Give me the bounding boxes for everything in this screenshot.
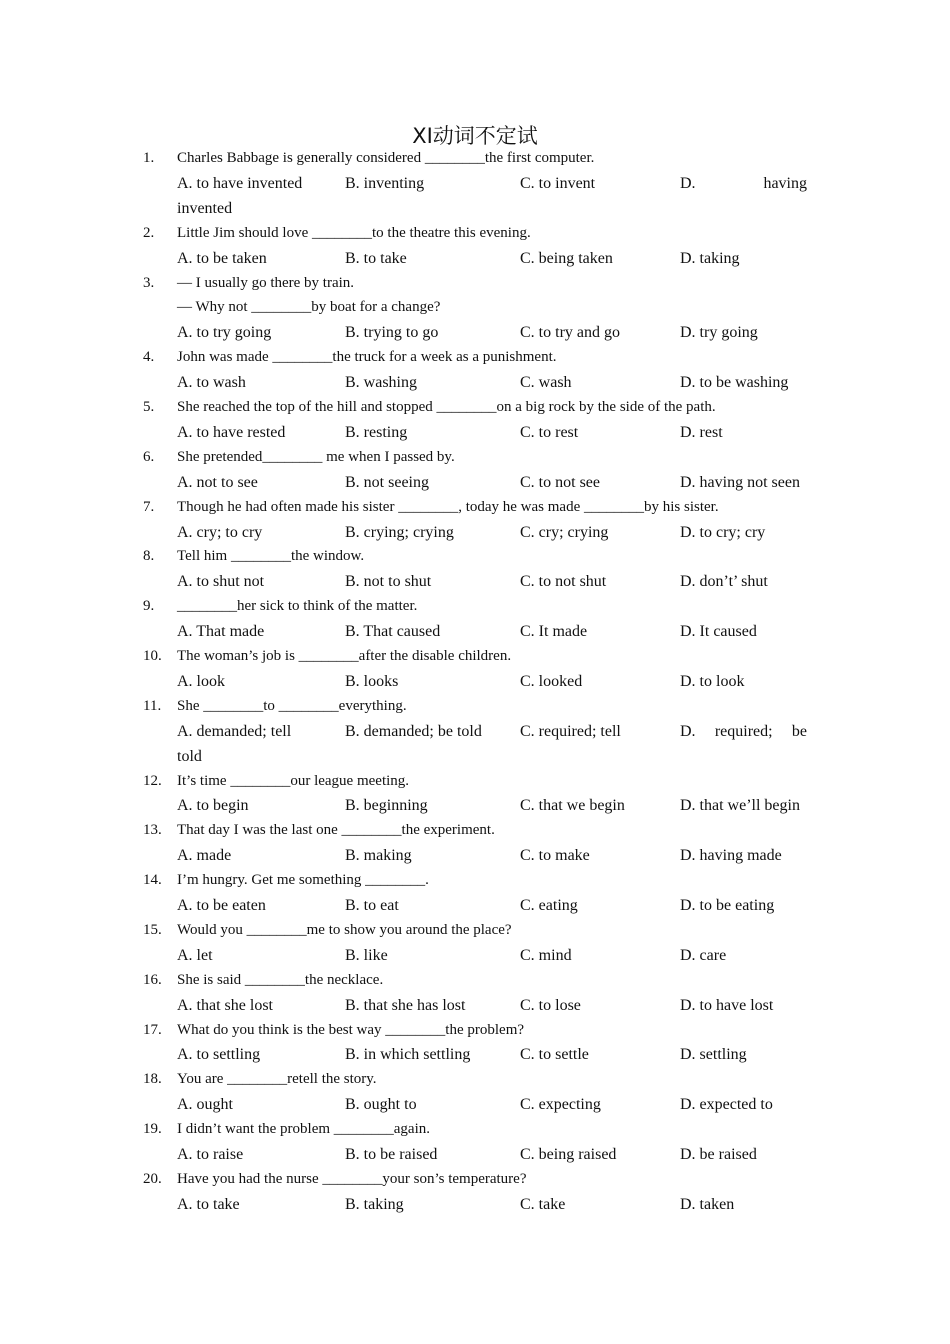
question-number: 5.: [143, 399, 155, 415]
option-c[interactable]: C. to rest: [520, 423, 579, 441]
option-b[interactable]: B. That caused: [345, 623, 441, 641]
question-stem-row: [0, 1022, 950, 1047]
option-word: be: [791, 722, 807, 740]
question-number: 1.: [143, 150, 155, 166]
question-stem-row: [0, 275, 950, 300]
question-number: 11.: [143, 697, 162, 714]
option-a[interactable]: A. cry; to cry: [177, 523, 263, 541]
option-c[interactable]: C. expecting: [520, 1096, 601, 1114]
question-stem-row: [0, 648, 950, 673]
option-c[interactable]: C. to not shut: [520, 573, 607, 591]
option-a[interactable]: A. to take: [177, 1195, 240, 1213]
question-stem: She ________to ________everything.: [177, 697, 407, 714]
option-a[interactable]: A. to have rested: [177, 423, 286, 441]
option-b[interactable]: B. beginning: [345, 797, 428, 815]
options-row: [0, 897, 950, 922]
option-c[interactable]: C. being taken: [520, 249, 613, 267]
option-c[interactable]: C. to invent: [520, 174, 596, 192]
question-stem-row: [0, 349, 950, 374]
option-d[interactable]: D. to cry; cry: [680, 523, 766, 541]
option-b[interactable]: B. that she has lost: [345, 996, 466, 1014]
question-stem-row: [0, 972, 950, 997]
option-a[interactable]: A. to have invented: [177, 174, 303, 192]
option-b[interactable]: B. taking: [345, 1195, 404, 1213]
option-d[interactable]: D. try going: [680, 324, 758, 342]
option-d[interactable]: D. be raised: [680, 1146, 757, 1163]
options-row: [0, 424, 950, 449]
option-d[interactable]: D. to be eating: [680, 897, 775, 914]
question-stem-continued: — Why not ________by boat for a change?: [177, 299, 441, 316]
option-c[interactable]: C. It made: [520, 623, 588, 641]
question-number: 3.: [143, 274, 155, 291]
question-stem: John was made ________the truck for a week as a punishment.: [177, 349, 557, 366]
option-d[interactable]: D. that we’ll begin: [680, 797, 800, 815]
option-d[interactable]: D. having not seen: [680, 473, 800, 491]
options-row: [0, 723, 950, 748]
question-number: 7.: [143, 498, 155, 515]
options-row: [0, 250, 950, 275]
option-c[interactable]: C. to settle: [520, 1046, 589, 1064]
question-number: 10.: [143, 648, 162, 664]
question-stem-row: [0, 922, 950, 947]
question-number: 15.: [143, 921, 162, 938]
option-b[interactable]: B. inventing: [345, 174, 425, 192]
question-stem: Little Jim should love ________to the theatre this evening.: [177, 224, 531, 241]
question-number: 6.: [143, 448, 155, 465]
option-b[interactable]: B. crying; crying: [345, 523, 454, 541]
question-number: 12.: [143, 772, 162, 789]
option-c[interactable]: C. to lose: [520, 996, 581, 1014]
question-stem: I’m hungry. Get me something ________.: [177, 872, 429, 889]
option-c[interactable]: C. required; tell: [520, 722, 621, 740]
options-row: [0, 573, 950, 598]
question-stem-row: [0, 872, 950, 897]
option-d[interactable]: [680, 723, 807, 741]
option-c[interactable]: C. mind: [520, 946, 572, 964]
option-a[interactable]: A. demanded; tell: [177, 722, 292, 740]
option-a[interactable]: A. to shut not: [177, 573, 265, 591]
options-row: [0, 847, 950, 872]
option-d[interactable]: D. to be washing: [680, 374, 789, 392]
question-stem: What do you think is the best way ________the problem?: [177, 1021, 525, 1038]
options-row: [0, 673, 950, 698]
option-d[interactable]: [680, 175, 807, 193]
question-stem: I didn’t want the problem ________again.: [177, 1121, 431, 1138]
option-a[interactable]: A. to wash: [177, 374, 246, 392]
options-row: [0, 1196, 950, 1221]
options-row: [0, 175, 950, 200]
question-stem-row: [0, 548, 950, 573]
options-row: [0, 1046, 950, 1071]
question-stem-row: [0, 598, 950, 623]
question-stem: ________her sick to think of the matter.: [177, 598, 418, 615]
question-stem-row: [0, 698, 950, 723]
option-a[interactable]: A. made: [177, 847, 232, 865]
options-row: [0, 324, 950, 349]
option-c[interactable]: C. being raised: [520, 1146, 617, 1163]
question-stem-row: [0, 1121, 950, 1146]
question-number: 16.: [143, 971, 162, 988]
option-a[interactable]: A. to try going: [177, 324, 272, 342]
option-d[interactable]: D. taking: [680, 249, 740, 267]
option-b[interactable]: B. trying to go: [345, 324, 439, 342]
option-c[interactable]: C. wash: [520, 374, 572, 392]
question-stem-row: [0, 150, 950, 175]
option-d[interactable]: D. taken: [680, 1195, 735, 1213]
option-d[interactable]: D. care: [680, 946, 727, 964]
option-b[interactable]: B. washing: [345, 374, 417, 392]
option-word: required;: [714, 722, 773, 740]
options-row: [0, 474, 950, 499]
question-stem: She reached the top of the hill and stopped ________on a big rock by the side of the path.: [177, 399, 716, 415]
question-number: 13.: [143, 822, 162, 839]
option-a[interactable]: A. to be taken: [177, 249, 267, 267]
option-c[interactable]: C. take: [520, 1195, 566, 1213]
option-d[interactable]: D. to look: [680, 672, 745, 690]
question-number: 14.: [143, 872, 162, 889]
option-c[interactable]: C. to not see: [520, 473, 600, 491]
option-a[interactable]: A. not to see: [177, 473, 258, 491]
option-d[interactable]: D. don’t’ shut: [680, 573, 768, 591]
option-a[interactable]: A. ought: [177, 1096, 233, 1114]
question-stem: Would you ________me to show you around the place?: [177, 921, 512, 938]
option-a[interactable]: A. to begin: [177, 797, 249, 815]
option-a[interactable]: A. to be eaten: [177, 897, 266, 914]
question-stem-row: [0, 1071, 950, 1096]
page-title: XI动词不定试: [412, 124, 538, 148]
option-word: D.: [680, 174, 696, 192]
options-row: [0, 797, 950, 822]
options-row: [0, 374, 950, 399]
option-d-continued: told: [177, 747, 202, 765]
question-stem-row: [0, 499, 950, 524]
option-c[interactable]: C. that we begin: [520, 797, 625, 815]
option-a[interactable]: A. that she lost: [177, 996, 273, 1014]
option-word: D.: [680, 722, 696, 740]
options-row: [0, 947, 950, 972]
option-d[interactable]: D. to have lost: [680, 996, 774, 1014]
option-b[interactable]: B. resting: [345, 423, 408, 441]
option-b[interactable]: B. like: [345, 946, 388, 964]
question-stem: She is said ________the necklace.: [177, 971, 384, 988]
question-number: 20.: [143, 1170, 162, 1187]
question-stem-row: [0, 225, 950, 250]
option-d[interactable]: D. It caused: [680, 623, 757, 641]
option-a[interactable]: A. to settling: [177, 1046, 261, 1064]
question-stem-row: [0, 399, 950, 424]
option-b[interactable]: B. not seeing: [345, 473, 429, 491]
question-number: 18.: [143, 1071, 162, 1088]
question-number: 17.: [143, 1021, 162, 1038]
option-a[interactable]: A. let: [177, 946, 213, 964]
option-a[interactable]: A. look: [177, 672, 225, 690]
question-stem-row: [0, 773, 950, 798]
options-row: [0, 1146, 950, 1171]
option-c[interactable]: C. to try and go: [520, 324, 620, 342]
option-b[interactable]: B. to eat: [345, 897, 399, 914]
question-number: 9.: [143, 598, 155, 615]
option-a[interactable]: A. That made: [177, 623, 265, 641]
options-row: [0, 623, 950, 648]
option-word: having: [763, 174, 807, 192]
options-row: [0, 1096, 950, 1121]
option-c[interactable]: C. eating: [520, 897, 578, 914]
option-b[interactable]: B. ought to: [345, 1096, 417, 1114]
option-b[interactable]: B. making: [345, 847, 412, 865]
option-b[interactable]: B. to be raised: [345, 1146, 438, 1163]
question-stem: — I usually go there by train.: [177, 274, 355, 291]
option-c[interactable]: C. cry; crying: [520, 523, 609, 541]
options-row: [0, 997, 950, 1022]
question-stem: You are ________retell the story.: [177, 1071, 377, 1088]
question-stem: The woman’s job is ________after the disable children.: [177, 648, 512, 664]
option-b[interactable]: B. looks: [345, 672, 399, 690]
question-stem-row: [0, 449, 950, 474]
option-d[interactable]: D. rest: [680, 423, 723, 441]
option-d[interactable]: D. expected to: [680, 1096, 773, 1114]
option-d[interactable]: D. having made: [680, 847, 782, 865]
question-stem: That day I was the last one ________the experiment.: [177, 822, 495, 839]
question-number: 8.: [143, 548, 155, 565]
option-b[interactable]: B. to take: [345, 249, 407, 267]
question-number: 2.: [143, 224, 155, 241]
question-stem: She pretended________ me when I passed by.: [177, 448, 455, 465]
option-c[interactable]: C. to make: [520, 847, 590, 865]
options-row: [0, 524, 950, 549]
option-d[interactable]: D. settling: [680, 1046, 747, 1064]
option-b[interactable]: B. in which settling: [345, 1046, 471, 1064]
question-stem-row: [0, 1171, 950, 1196]
question-stem: It’s time ________our league meeting.: [177, 772, 410, 789]
option-a[interactable]: A. to raise: [177, 1146, 244, 1163]
option-d-continued: invented: [177, 199, 233, 217]
question-stem: Though he had often made his sister ________, today he was made ________by his sister.: [177, 498, 719, 515]
question-number: 4.: [143, 349, 155, 366]
question-stem-row: [0, 822, 950, 847]
question-stem: Charles Babbage is generally considered ________the first computer.: [177, 150, 595, 166]
option-b[interactable]: B. not to shut: [345, 573, 432, 591]
option-b[interactable]: B. demanded; be told: [345, 722, 482, 740]
question-stem: Have you had the nurse ________your son’s temperature?: [177, 1170, 527, 1187]
question-stem: Tell him ________the window.: [177, 548, 365, 565]
question-number: 19.: [143, 1121, 162, 1138]
option-c[interactable]: C. looked: [520, 672, 583, 690]
